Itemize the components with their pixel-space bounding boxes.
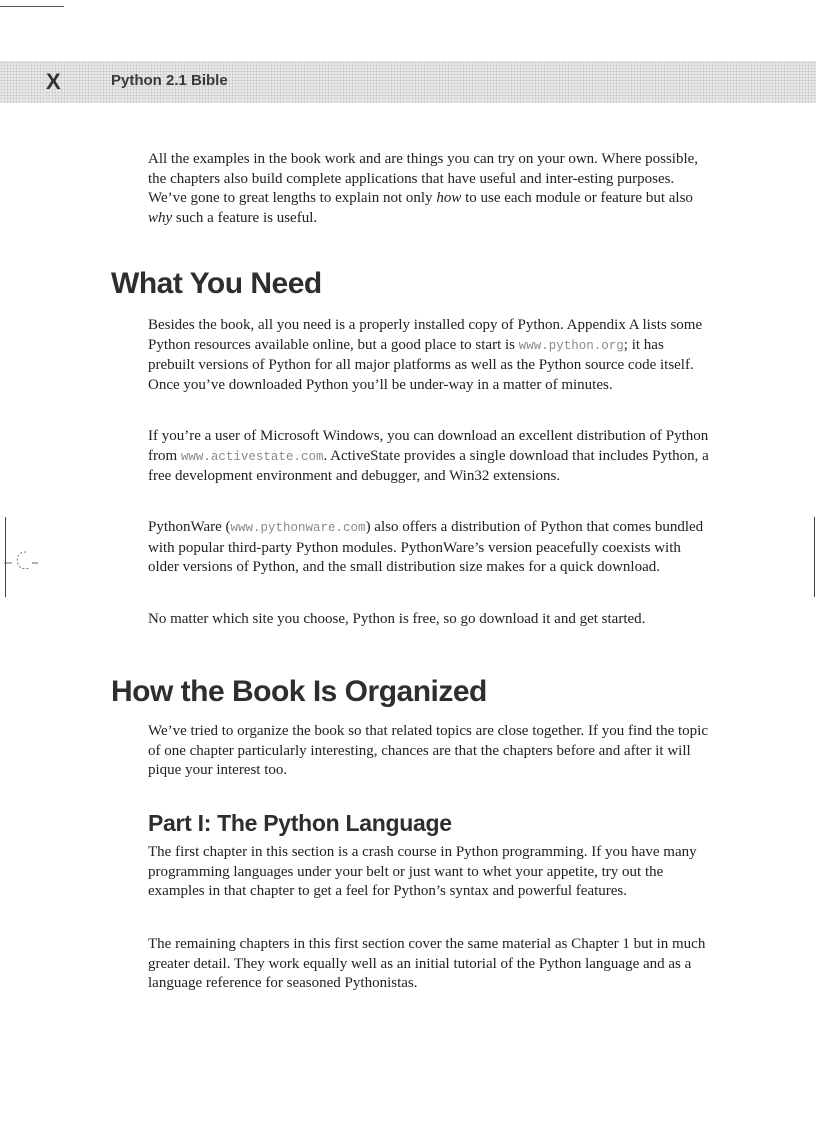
what-you-need-paragraph-1 — [148, 316, 714, 395]
intro-emphasis-why: why — [148, 209, 173, 226]
heading-how-the-book-is-organized: How the Book Is Organized — [111, 675, 487, 708]
url-pythonware-com[interactable]: www.pythonware.com — [230, 521, 366, 535]
what-you-need-paragraph-4: No matter which site you choose, Python is free, so go download it and get started. — [148, 611, 646, 627]
part1-paragraph-1: The first chapter in this section is a crash course in Python programming. If you have many programming languages under your belt or just want to whet your appetite, try out the examples in that chapter to get a feel for Python’s syntax and powerful features. — [148, 844, 697, 900]
paragraph-text: Besides the book, all you need is a properly installed copy of Python. Appendix A lists some Python resources available online, but a good place to start is — [148, 317, 703, 353]
what-you-need-paragraph-3 — [148, 518, 714, 578]
organized-paragraph-1: We’ve tried to organize the book so that related topics are close together. If you find the topic of one chapter particularly interesting, chances are that the chapters before and after it will pique your interest too. — [148, 723, 708, 779]
part1-paragraph-2: The remaining chapters in this first section cover the same material as Chapter 1 but in much greater detail. They work equally well as an initial tutorial of the Python language and as a language reference for seasoned Pythonistas. — [148, 936, 706, 992]
what-you-need-paragraph-2 — [148, 427, 714, 487]
heading-what-you-need: What You Need — [111, 267, 322, 300]
paragraph-text: . ActiveState provides a single download that includes Python, a free development environment and debugger, and Win32 extensions. — [148, 447, 709, 485]
paragraph-text: If you’re a user of Microsoft Windows, you can download an excellent distribution of Python from — [148, 428, 709, 464]
page-number: X — [46, 69, 61, 94]
paragraph-text: ) also offers a distribution of Python that comes bundled with popular third-party Python modules. PythonWare’s version peacefully coexists with older versions of Python, and the small distribution size makes for a quick download. — [148, 519, 704, 576]
running-header-title: Python 2.1 Bible — [111, 72, 228, 89]
paragraph-text: PythonWare ( — [148, 519, 231, 535]
intro-text: All the examples in the book work and are things you can try on your own. Where possible, the chapters also build complete applications that have useful and inter-esting purposes. We’ve gone to great lengths to explain not only — [148, 151, 699, 207]
paragraph-text: ; it has prebuilt versions of Python for all major platforms as well as the Python source code itself. Once you’ve downloaded Python you’ll be under-way in a matter of minutes. — [148, 336, 694, 393]
intro-paragraph — [148, 150, 714, 228]
registration-mark-icon — [4, 546, 38, 572]
heading-part-1: Part I: The Python Language — [148, 810, 452, 836]
url-activestate-com[interactable]: www.activestate.com — [180, 449, 324, 464]
intro-text: to use each module or feature but also — [461, 190, 693, 207]
intro-text: such a feature is useful. — [172, 209, 318, 226]
corner-rule — [0, 6, 64, 7]
right-margin-bar — [814, 517, 815, 597]
intro-emphasis-how: how — [436, 190, 462, 207]
url-python-org[interactable]: www.python.org — [518, 338, 624, 353]
